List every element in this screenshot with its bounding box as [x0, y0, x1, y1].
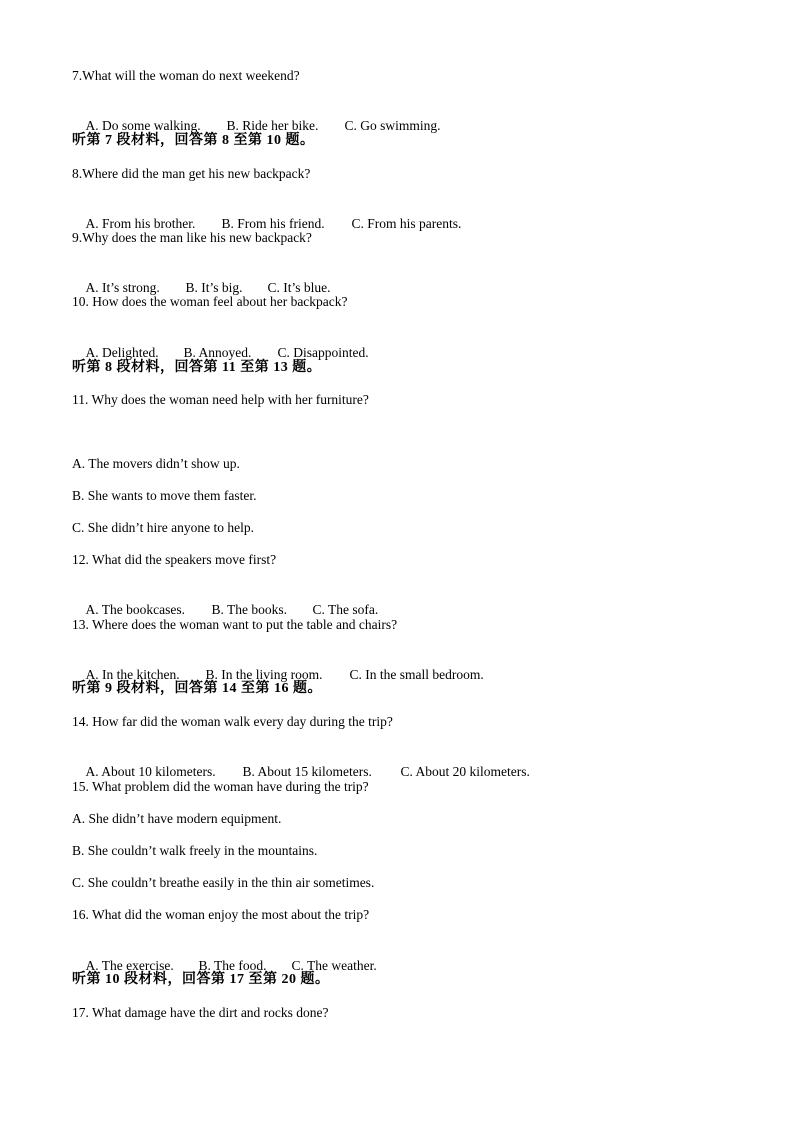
question-11: 11. Why does the woman need help with her furniture? — [72, 392, 369, 407]
question-17: 17. What damage have the dirt and rocks done? — [72, 1005, 329, 1020]
option-16c: C. The weather. — [291, 958, 377, 973]
option-9b: B. It’s big. — [185, 280, 243, 295]
section-heading-9: 听第 9 段材料，回答第 14 至第 16 题。 — [72, 681, 322, 696]
option-7b: B. Ride her bike. — [226, 118, 319, 133]
option-16b: B. The food. — [198, 958, 267, 973]
option-13b: B. In the living room. — [205, 667, 323, 682]
option-10b: B. Annoyed. — [183, 345, 252, 360]
option-15c: C. She couldn’t breathe easily in the thin air sometimes. — [72, 875, 375, 890]
option-12a: A. The bookcases. — [85, 602, 185, 617]
option-11c: C. She didn’t hire anyone to help. — [72, 520, 254, 535]
option-8c: C. From his parents. — [351, 216, 462, 231]
option-14c: C. About 20 kilometers. — [400, 764, 530, 779]
option-13c: C. In the small bedroom. — [349, 667, 484, 682]
option-13a: A. In the kitchen. — [85, 667, 180, 682]
section-heading-7: 听第 7 段材料，回答第 8 至第 10 题。 — [72, 133, 315, 148]
option-10a: A. Delighted. — [85, 345, 159, 360]
section-heading-10: 听第 10 段材料，回答第 17 至第 20 题。 — [72, 972, 330, 987]
question-12: 12. What did the speakers move first? — [72, 552, 277, 567]
option-10c: C. Disappointed. — [277, 345, 369, 360]
option-12c: C. The sofa. — [312, 602, 379, 617]
question-13: 13. Where does the woman want to put the table and chairs? — [72, 617, 398, 632]
question-10: 10. How does the woman feel about her backpack? — [72, 294, 348, 309]
question-7: 7.What will the woman do next weekend? — [72, 68, 300, 83]
option-15b: B. She couldn’t walk freely in the mountains. — [72, 843, 318, 858]
option-7c: C. Go swimming. — [344, 118, 441, 133]
option-15a: A. She didn’t have modern equipment. — [72, 811, 282, 826]
question-9: 9.Why does the man like his new backpack? — [72, 230, 312, 245]
option-16a: A. The exercise. — [85, 958, 174, 973]
option-7a: A. Do some walking. — [85, 118, 201, 133]
option-9a: A. It’s strong. — [85, 280, 160, 295]
question-8: 8.Where did the man get his new backpack? — [72, 166, 311, 181]
question-14: 14. How far did the woman walk every day during the trip? — [72, 714, 393, 729]
option-14b: B. About 15 kilometers. — [242, 764, 372, 779]
option-14a: A. About 10 kilometers. — [85, 764, 216, 779]
section-heading-8: 听第 8 段材料，回答第 11 至第 13 题。 — [72, 360, 322, 375]
question-15: 15. What problem did the woman have during the trip? — [72, 779, 369, 794]
option-8b: B. From his friend. — [221, 216, 325, 231]
option-9c: C. It’s blue. — [267, 280, 331, 295]
option-11b: B. She wants to move them faster. — [72, 488, 257, 503]
option-11a: A. The movers didn’t show up. — [72, 456, 240, 471]
option-8a: A. From his brother. — [85, 216, 196, 231]
question-16: 16. What did the woman enjoy the most about the trip? — [72, 907, 370, 922]
option-12b: B. The books. — [211, 602, 288, 617]
